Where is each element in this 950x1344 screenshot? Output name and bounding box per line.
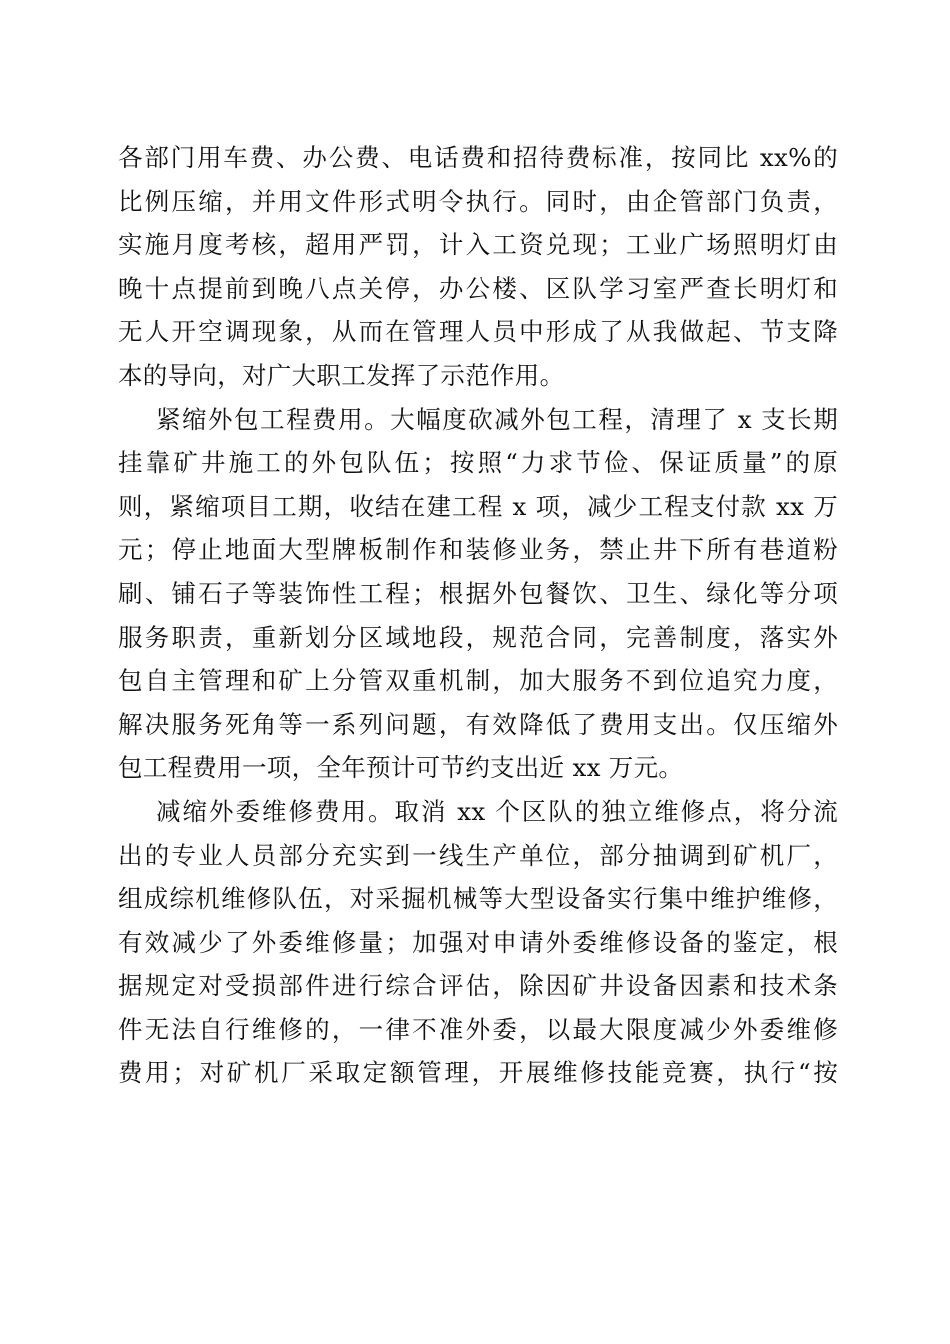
text-line: 据规定对受损部件进行综合评估，除因矿井设备因素和技术条 [118, 971, 838, 1001]
text-line: 解决服务死角等一系列问题，有效降低了费用支出。仅压缩外 [118, 709, 838, 739]
text-line: 件无法自行维修的，一律不准外委，以最大限度减少外委维修 [118, 1014, 838, 1044]
text-line: 组成综机维修队伍，对采掘机械等大型设备实行集中维护维修， [118, 884, 838, 914]
text-line: 刷、铺石子等装饰性工程；根据外包餐饮、卫生、绿化等分项 [118, 578, 838, 608]
text-line: 服务职责，重新划分区域地段，规范合同，完善制度，落实外 [118, 622, 838, 652]
text-line: 比例压缩，并用文件形式明令执行。同时，由企管部门负责， [118, 186, 838, 216]
text-line: 包自主管理和矿上分管双重机制，加大服务不到位追究力度， [118, 666, 838, 696]
body-text [118, 136, 838, 1095]
paragraph-1 [118, 136, 838, 398]
text-line: 则，紧缩项目工期，收结在建工程 x 项，减少工程支付款 xx 万 [118, 491, 838, 521]
text-line: 各部门用车费、办公费、电话费和招待费标准，按同比 xx%的 [118, 143, 838, 172]
text-line: 无人开空调现象，从而在管理人员中形成了从我做起、节支降 [118, 317, 838, 347]
text-line: 元；停止地面大型牌板制作和装修业务，禁止井下所有巷道粉 [118, 535, 838, 565]
text-line: 出的专业人员部分充实到一线生产单位，部分抽调到矿机厂， [118, 840, 838, 870]
text-line: 本的导向，对广大职工发挥了示范作用。 [118, 360, 565, 390]
text-line: 包工程费用一项，全年预计可节约支出近 xx 万元。 [118, 753, 684, 783]
text-line: 挂靠矿井施工的外包队伍；按照“力求节俭、保证质量”的原 [118, 448, 838, 478]
text-line: 紧缩外包工程费用。大幅度砍减外包工程，清理了 x 支长期 [156, 404, 838, 434]
paragraph-3 [118, 790, 838, 1095]
text-line: 实施月度考核，超用严罚，计入工资兑现；工业广场照明灯由 [118, 230, 838, 260]
paragraph-2 [118, 398, 838, 790]
text-line: 减缩外委维修费用。取消 xx 个区队的独立维修点，将分流 [156, 796, 838, 826]
text-line: 费用；对矿机厂采取定额管理，开展维修技能竞赛，执行“按 [118, 1058, 838, 1088]
text-line: 晚十点提前到晚八点关停，办公楼、区队学习室严查长明灯和 [118, 273, 838, 303]
text-line: 有效减少了外委维修量；加强对申请外委维修设备的鉴定，根 [118, 927, 838, 957]
